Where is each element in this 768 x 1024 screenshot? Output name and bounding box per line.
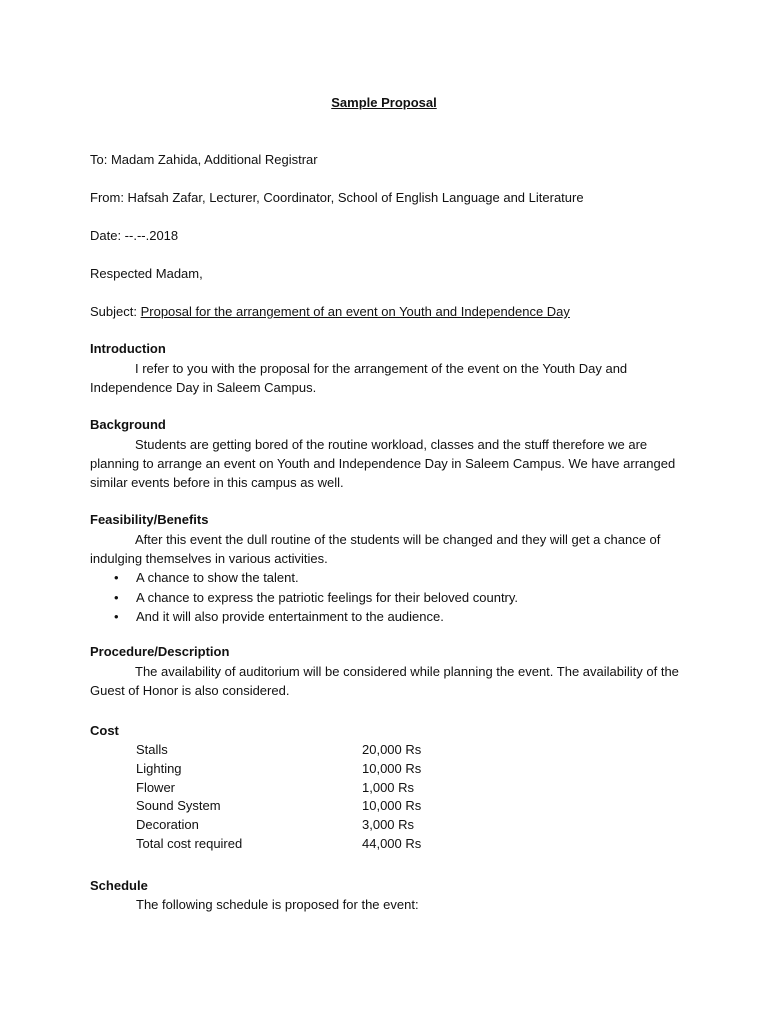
procedure-heading: Procedure/Description bbox=[90, 644, 230, 659]
cost-amount: 3,000 Rs bbox=[362, 817, 415, 833]
list-item: • A chance to express the patriotic feelings for their beloved country. bbox=[90, 588, 518, 608]
background-paragraph bbox=[90, 435, 680, 492]
cost-item: Flower bbox=[136, 779, 176, 795]
cost-item: Sound System bbox=[136, 798, 221, 814]
bullet-icon: • bbox=[114, 589, 119, 605]
to-line: To: Madam Zahida, Additional Registrar bbox=[90, 152, 318, 167]
schedule-heading: Schedule bbox=[90, 878, 148, 893]
cost-heading: Cost bbox=[90, 723, 119, 738]
background-heading: Background bbox=[90, 417, 166, 432]
cost-amount: 1,000 Rs bbox=[362, 779, 415, 795]
cost-amount: 44,000 Rs bbox=[362, 835, 422, 851]
subject-label: Subject: bbox=[90, 304, 141, 319]
procedure-body: The availability of auditorium will be considered while planning the event. The availability of the Guest of Honor is also considered. bbox=[90, 664, 679, 698]
subject-line bbox=[90, 304, 570, 319]
feasibility-paragraph bbox=[90, 530, 680, 568]
from-line: From: Hafsah Zafar, Lecturer, Coordinator, School of English Language and Literature bbox=[90, 190, 584, 205]
schedule-body: The following schedule is proposed for the event: bbox=[136, 897, 419, 912]
bullet-icon: • bbox=[114, 570, 119, 585]
cost-amount: 20,000 Rs bbox=[362, 742, 422, 757]
cost-item: Lighting bbox=[136, 760, 182, 776]
cost-item: Decoration bbox=[136, 817, 199, 833]
cost-amount: 10,000 Rs bbox=[362, 760, 422, 776]
salutation: Respected Madam, bbox=[90, 266, 203, 281]
introduction-heading: Introduction bbox=[90, 341, 166, 356]
introduction-paragraph bbox=[90, 359, 680, 397]
subject-text: Proposal for the arrangement of an event on Youth and Independence Day bbox=[140, 304, 570, 319]
feasibility-body: After this event the dull routine of the students will be changed and they will get a chance of indulging themselves in various activities. bbox=[90, 532, 661, 566]
cost-item: Stalls bbox=[136, 742, 168, 757]
background-body: Students are getting bored of the routine workload, classes and the stuff therefore we are planning to arrange an event on Youth and Independence Day in Saleem Campus. We have arranged similar events before in this campus as well. bbox=[90, 437, 676, 490]
date-line: Date: --.--.2018 bbox=[90, 228, 179, 243]
list-item: • A chance to show the talent. bbox=[90, 568, 518, 588]
bullet-icon: • bbox=[114, 609, 119, 624]
introduction-body: I refer to you with the proposal for the arrangement of the event on the Youth Day and Independence Day in Saleem Campus. bbox=[90, 361, 628, 395]
list-item: • And it will also provide entertainment to the audience. bbox=[90, 607, 518, 627]
document-title: Sample Proposal bbox=[331, 95, 437, 110]
cost-amount: 10,000 Rs bbox=[362, 798, 422, 814]
feasibility-heading: Feasibility/Benefits bbox=[90, 512, 209, 527]
benefits-list bbox=[90, 568, 518, 627]
procedure-paragraph bbox=[90, 662, 680, 700]
cost-item: Total cost required bbox=[136, 835, 243, 851]
